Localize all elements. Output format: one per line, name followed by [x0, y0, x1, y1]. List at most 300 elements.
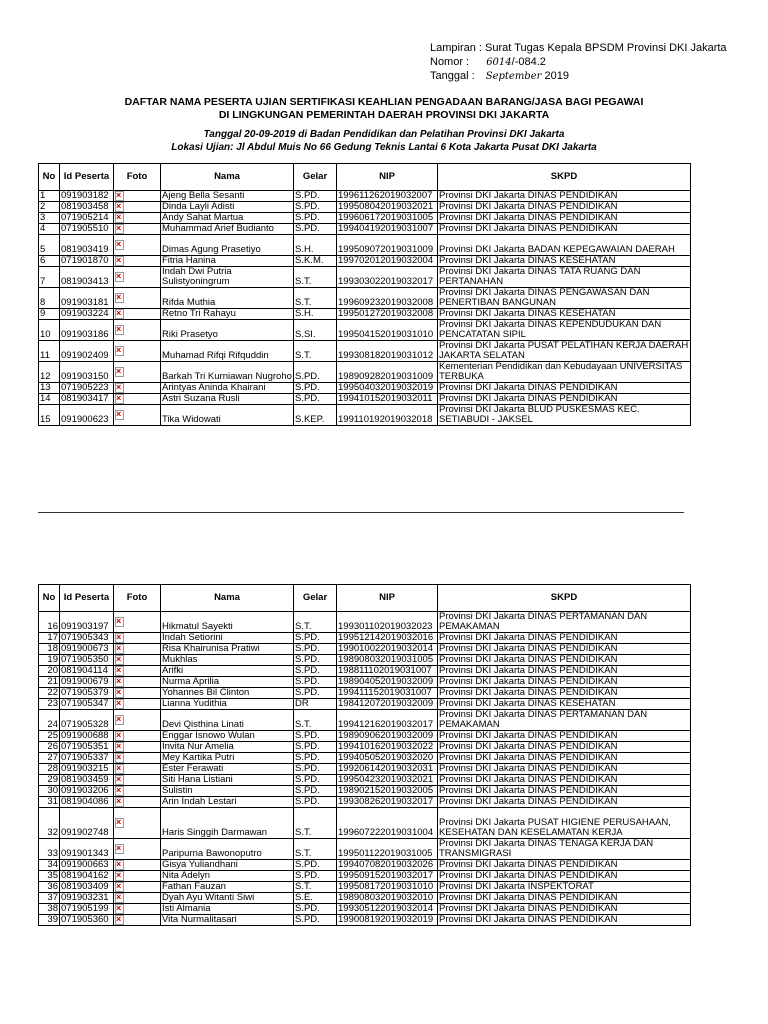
photo-cell	[114, 731, 161, 742]
broken-image-icon	[115, 893, 124, 903]
photo-cell	[114, 405, 161, 426]
broken-image-icon	[115, 786, 124, 796]
participant-skpd: Provinsi DKI Jakarta DINAS PENGAWASAN DAN PENERTIBAN BANGUNAN	[438, 288, 691, 309]
participant-skpd: Provinsi DKI Jakarta DINAS PENDIDIKAN	[438, 213, 691, 224]
participant-name: Paripurna Bawonoputro	[161, 839, 294, 860]
participant-skpd: Provinsi DKI Jakarta DINAS TENAGA KERJA DAN TRANSMIGRASI	[438, 839, 691, 860]
photo-cell	[114, 882, 161, 893]
row-number: 26	[39, 742, 60, 753]
participant-nip: 199508172019031010	[337, 882, 438, 893]
participant-nip: 199407082019032026	[337, 860, 438, 871]
participant-table-2	[38, 584, 691, 926]
participant-name: Arifki	[161, 666, 294, 677]
participant-name: Mey Kartika Putri	[161, 753, 294, 764]
participant-id: 071905328	[60, 710, 114, 731]
table-row	[39, 394, 691, 405]
broken-image-icon	[115, 666, 124, 676]
lampiran-line	[430, 41, 727, 55]
participant-nip: 199411152019031007	[337, 688, 438, 699]
photo-cell	[114, 202, 161, 213]
participant-degree: S.PD.	[294, 797, 337, 808]
row-number: 6	[39, 256, 60, 267]
participant-id: 091900663	[60, 860, 114, 871]
participant-nip: 199301102019032023	[337, 612, 438, 633]
participant-skpd: Provinsi DKI Jakarta DINAS PENDIDIKAN	[438, 644, 691, 655]
col-foto: Foto	[114, 164, 161, 191]
photo-cell	[114, 362, 161, 383]
participant-id: 091902748	[60, 808, 114, 839]
col-no: No	[39, 164, 60, 191]
participant-skpd: Provinsi DKI Jakarta DINAS PENDIDIKAN	[438, 893, 691, 904]
table-row	[39, 764, 691, 775]
table-row	[39, 688, 691, 699]
participant-name: Retno Tri Rahayu	[161, 309, 294, 320]
col-no: No	[39, 585, 60, 612]
broken-image-icon	[115, 915, 124, 925]
broken-image-icon	[115, 797, 124, 807]
participant-name: Muhamad Rifqi Rifquddin	[161, 341, 294, 362]
participant-skpd: Provinsi DKI Jakarta DINAS PENDIDIKAN	[438, 797, 691, 808]
table-row	[39, 797, 691, 808]
participant-nip: 198904052019032009	[337, 677, 438, 688]
photo-cell	[114, 235, 161, 256]
participant-id: 081904162	[60, 871, 114, 882]
participant-id: 091903231	[60, 893, 114, 904]
participant-name: Ester Ferawati	[161, 764, 294, 775]
participant-nip: 199303022019032017	[337, 267, 438, 288]
tanggal-value: 2019	[544, 70, 569, 82]
document-title-line1: DAFTAR NAMA PESERTA UJIAN SERTIFIKASI KEAHLIAN PENGADAAN BARANG/JASA BAGI PEGAWAI	[124, 96, 644, 108]
table-row	[39, 383, 691, 394]
participant-nip: 199702012019032004	[337, 256, 438, 267]
participant-nip: 199110192019032018	[337, 405, 438, 426]
participant-skpd: Kementerian Pendidikan dan Kebudayaan UNIVERSITAS TERBUKA	[438, 362, 691, 383]
participant-name: Barkah Tri Kurniawan Nugroho	[161, 362, 294, 383]
table-row	[39, 742, 691, 753]
participant-nip: 199606172019031005	[337, 213, 438, 224]
participant-skpd: Provinsi DKI Jakarta DINAS PENDIDIKAN	[438, 688, 691, 699]
exam-date-line: Tanggal 20-09-2019 di Badan Pendidikan dan Pelatihan Provinsi DKI Jakarta	[203, 129, 565, 140]
participant-degree: S.PD.	[294, 644, 337, 655]
participant-nip: 199508042019032021	[337, 202, 438, 213]
participant-nip: 199501122019031005	[337, 839, 438, 860]
col-nip: NIP	[337, 585, 438, 612]
participant-degree: S.PD.	[294, 677, 337, 688]
broken-image-icon	[115, 764, 124, 774]
participant-degree: S.H.	[294, 235, 337, 256]
participant-name: Dyah Ayu Witanti Siwi	[161, 893, 294, 904]
broken-image-icon	[115, 367, 124, 377]
table-row	[39, 893, 691, 904]
table-row	[39, 213, 691, 224]
broken-image-icon	[115, 346, 124, 356]
participant-degree: S.T.	[294, 341, 337, 362]
participant-degree: S.PD.	[294, 860, 337, 871]
participant-id: 091900688	[60, 731, 114, 742]
row-number: 23	[39, 699, 60, 710]
participant-nip: 199308262019032017	[337, 797, 438, 808]
participant-nip: 199504152019031010	[337, 320, 438, 341]
tanggal-line	[430, 69, 569, 84]
col-id: Id Peserta	[60, 585, 114, 612]
table-row	[39, 666, 691, 677]
participant-nip: 198412072019032009	[337, 699, 438, 710]
participant-nip: 199504232019032021	[337, 775, 438, 786]
broken-image-icon	[115, 410, 124, 420]
participant-skpd: Provinsi DKI Jakarta DINAS KESEHATAN	[438, 256, 691, 267]
table-row	[39, 699, 691, 710]
participant-skpd: Provinsi DKI Jakarta DINAS PENDIDIKAN	[438, 224, 691, 235]
participant-degree: S.T.	[294, 267, 337, 288]
participant-name: Isti Almania	[161, 904, 294, 915]
row-number: 8	[39, 288, 60, 309]
col-nama: Nama	[161, 585, 294, 612]
participant-skpd: Provinsi DKI Jakarta BLUD PUSKESMAS KEC. SETIABUDI - JAKSEL	[438, 405, 691, 426]
participant-name: Sulistin	[161, 786, 294, 797]
table-row	[39, 731, 691, 742]
row-number: 30	[39, 786, 60, 797]
nomor-label: Nomor :	[430, 56, 470, 68]
broken-image-icon	[115, 775, 124, 785]
row-number: 19	[39, 655, 60, 666]
participant-degree: S.PD.	[294, 666, 337, 677]
participant-skpd: Provinsi DKI Jakarta DINAS KESEHATAN	[438, 309, 691, 320]
broken-image-icon	[115, 731, 124, 741]
participant-degree: S.PD.	[294, 871, 337, 882]
broken-image-icon	[115, 742, 124, 752]
broken-image-icon	[115, 882, 124, 892]
participant-nip: 198902152019032005	[337, 786, 438, 797]
participant-nip: 199512142019032016	[337, 633, 438, 644]
participant-id: 091900679	[60, 677, 114, 688]
participant-skpd: Provinsi DKI Jakarta DINAS PENDIDIKAN	[438, 753, 691, 764]
broken-image-icon	[115, 202, 124, 212]
table-row	[39, 904, 691, 915]
participant-name: Tika Widowati	[161, 405, 294, 426]
participant-nip: 199509152019032017	[337, 871, 438, 882]
participant-name: Fathan Fauzan	[161, 882, 294, 893]
participant-skpd: Provinsi DKI Jakarta DINAS TATA RUANG DAN PERTANAHAN	[438, 267, 691, 288]
participant-name: Nita Adelyn	[161, 871, 294, 882]
participant-nip: 199405052019032020	[337, 753, 438, 764]
photo-cell	[114, 753, 161, 764]
row-number: 32	[39, 808, 60, 839]
participant-degree: S.E.	[294, 893, 337, 904]
photo-cell	[114, 893, 161, 904]
photo-cell	[114, 699, 161, 710]
row-number: 2	[39, 202, 60, 213]
table-row	[39, 860, 691, 871]
nomor-handwritten: 6014	[486, 57, 512, 68]
row-number: 24	[39, 710, 60, 731]
participant-degree: S.H.	[294, 309, 337, 320]
participant-skpd: Provinsi DKI Jakarta DINAS KESEHATAN	[438, 699, 691, 710]
participant-id: 091903186	[60, 320, 114, 341]
participant-skpd: Provinsi DKI Jakarta DINAS PENDIDIKAN	[438, 202, 691, 213]
photo-cell	[114, 786, 161, 797]
broken-image-icon	[115, 256, 124, 266]
participant-degree: S.T.	[294, 710, 337, 731]
participant-degree: S.PD.	[294, 191, 337, 202]
participant-skpd: Provinsi DKI Jakarta PUSAT PELATIHAN KERJA DAERAH JAKARTA SELATAN	[438, 341, 691, 362]
row-number: 28	[39, 764, 60, 775]
participant-id: 071901870	[60, 256, 114, 267]
col-nip: NIP	[337, 164, 438, 191]
nomor-value: /-084.2	[511, 56, 546, 68]
participant-degree: S.PD.	[294, 383, 337, 394]
table-row	[39, 320, 691, 341]
participant-degree: S.T.	[294, 808, 337, 839]
lampiran-label: Lampiran :	[430, 42, 482, 54]
table-row	[39, 655, 691, 666]
participant-nip: 199008192019032019	[337, 915, 438, 926]
participant-id: 081903417	[60, 394, 114, 405]
col-skpd: SKPD	[438, 585, 691, 612]
row-number: 27	[39, 753, 60, 764]
participant-id: 091903150	[60, 362, 114, 383]
row-number: 33	[39, 839, 60, 860]
photo-cell	[114, 213, 161, 224]
participant-degree: S.PD.	[294, 786, 337, 797]
participant-degree: S.PD.	[294, 753, 337, 764]
participant-nip: 199501272019032008	[337, 309, 438, 320]
participant-skpd: Provinsi DKI Jakarta DINAS PENDIDIKAN	[438, 786, 691, 797]
broken-image-icon	[115, 860, 124, 870]
nomor-line	[430, 55, 546, 70]
participant-skpd: Provinsi DKI Jakarta DINAS PENDIDIKAN	[438, 775, 691, 786]
participant-id: 071905360	[60, 915, 114, 926]
participant-nip: 198908032019032010	[337, 893, 438, 904]
table-header-row	[39, 585, 691, 612]
photo-cell	[114, 797, 161, 808]
participant-skpd: Provinsi DKI Jakarta DINAS PENDIDIKAN	[438, 742, 691, 753]
table-row	[39, 362, 691, 383]
participant-table-1	[38, 163, 691, 426]
participant-skpd: Provinsi DKI Jakarta DINAS PENDIDIKAN	[438, 677, 691, 688]
photo-cell	[114, 808, 161, 839]
participant-degree: S.PD.	[294, 904, 337, 915]
photo-cell	[114, 191, 161, 202]
participant-id: 091903182	[60, 191, 114, 202]
photo-cell	[114, 915, 161, 926]
broken-image-icon	[115, 272, 124, 282]
participant-id: 081903413	[60, 267, 114, 288]
participant-name: Siti Hana Listiani	[161, 775, 294, 786]
participant-skpd: Provinsi DKI Jakarta DINAS PENDIDIKAN	[438, 904, 691, 915]
photo-cell	[114, 677, 161, 688]
photo-cell	[114, 871, 161, 882]
broken-image-icon	[115, 394, 124, 404]
photo-cell	[114, 742, 161, 753]
photo-cell	[114, 612, 161, 633]
participant-nip: 199410152019032011	[337, 394, 438, 405]
participant-degree: S.KEP.	[294, 405, 337, 426]
participant-degree: S.PD.	[294, 775, 337, 786]
participant-id: 081904086	[60, 797, 114, 808]
participant-id: 071905350	[60, 655, 114, 666]
participant-nip: 199206142019032031	[337, 764, 438, 775]
broken-image-icon	[115, 904, 124, 914]
participant-id: 071905223	[60, 383, 114, 394]
table-header-row	[39, 164, 691, 191]
participant-id: 071905337	[60, 753, 114, 764]
photo-cell	[114, 256, 161, 267]
participant-skpd: Provinsi DKI Jakarta DINAS PENDIDIKAN	[438, 655, 691, 666]
participant-id: 091903197	[60, 612, 114, 633]
participant-nip: 199509072019031009	[337, 235, 438, 256]
participant-nip: 198908032019031005	[337, 655, 438, 666]
row-number: 11	[39, 341, 60, 362]
photo-cell	[114, 764, 161, 775]
participant-name: Rifda Muthia	[161, 288, 294, 309]
photo-cell	[114, 341, 161, 362]
photo-cell	[114, 309, 161, 320]
row-number: 38	[39, 904, 60, 915]
col-gelar: Gelar	[294, 164, 337, 191]
participant-degree: S.T.	[294, 882, 337, 893]
broken-image-icon	[115, 191, 124, 201]
photo-cell	[114, 688, 161, 699]
participant-degree: S.T.	[294, 839, 337, 860]
tanggal-handwritten: September	[485, 71, 542, 82]
participant-skpd: Provinsi DKI Jakarta DINAS KEPENDUDUKAN DAN PENCATATAN SIPIL	[438, 320, 691, 341]
broken-image-icon	[115, 617, 124, 627]
photo-cell	[114, 710, 161, 731]
participant-degree: S.PD.	[294, 731, 337, 742]
row-number: 18	[39, 644, 60, 655]
participant-id: 091903224	[60, 309, 114, 320]
row-number: 37	[39, 893, 60, 904]
col-skpd: SKPD	[438, 164, 691, 191]
participant-name: Arin Indah Lestari	[161, 797, 294, 808]
document-title-line2: DI LINGKUNGAN PEMERINTAH DAERAH PROVINSI DKI JAKARTA	[218, 109, 550, 121]
participant-skpd: Provinsi DKI Jakarta INSPEKTORAT	[438, 882, 691, 893]
participant-nip: 199412162019032017	[337, 710, 438, 731]
table-row	[39, 644, 691, 655]
participant-degree: S.PD.	[294, 688, 337, 699]
participant-name: Haris Singgih Darmawan	[161, 808, 294, 839]
participant-name: Ajeng Bella Sesanti	[161, 191, 294, 202]
table-row	[39, 786, 691, 797]
table-row	[39, 753, 691, 764]
table-row	[39, 612, 691, 633]
photo-cell	[114, 644, 161, 655]
table-row	[39, 202, 691, 213]
table-row	[39, 235, 691, 256]
table-row	[39, 710, 691, 731]
page-separator	[38, 512, 684, 513]
participant-skpd: Provinsi DKI Jakarta DINAS PENDIDIKAN	[438, 871, 691, 882]
photo-cell	[114, 666, 161, 677]
col-id: Id Peserta	[60, 164, 114, 191]
participant-id: 091900673	[60, 644, 114, 655]
participant-name: Dinda Layli Adisti	[161, 202, 294, 213]
participant-name: Riki Prasetyo	[161, 320, 294, 341]
broken-image-icon	[115, 699, 124, 709]
participant-id: 091903206	[60, 786, 114, 797]
photo-cell	[114, 383, 161, 394]
participant-nip: 198811102019031007	[337, 666, 438, 677]
participant-nip: 199607222019031004	[337, 808, 438, 839]
broken-image-icon	[115, 844, 124, 854]
row-number: 25	[39, 731, 60, 742]
participant-degree: DR	[294, 699, 337, 710]
participant-skpd: Provinsi DKI Jakarta DINAS PENDIDIKAN	[438, 860, 691, 871]
photo-cell	[114, 633, 161, 644]
col-gelar: Gelar	[294, 585, 337, 612]
lampiran-value: Surat Tugas Kepala BPSDM Provinsi DKI Jakarta	[485, 42, 727, 54]
participant-name: Devi Qisthina Linati	[161, 710, 294, 731]
table-row	[39, 808, 691, 839]
row-number: 36	[39, 882, 60, 893]
table-row	[39, 839, 691, 860]
table-row	[39, 775, 691, 786]
participant-nip: 199305122019032014	[337, 904, 438, 915]
participant-degree: S.PD.	[294, 362, 337, 383]
participant-degree: S.PD.	[294, 224, 337, 235]
participant-id: 081903419	[60, 235, 114, 256]
participant-id: 091903215	[60, 764, 114, 775]
broken-image-icon	[115, 818, 124, 828]
participant-name: Fitria Hanina	[161, 256, 294, 267]
row-number: 10	[39, 320, 60, 341]
broken-image-icon	[115, 644, 124, 654]
broken-image-icon	[115, 383, 124, 393]
participant-skpd: Provinsi DKI Jakarta PUSAT HIGIENE PERUSAHAAN, KESEHATAN DAN KESELAMATAN KERJA	[438, 808, 691, 839]
participant-name: Risa Khairunisa Pratiwi	[161, 644, 294, 655]
broken-image-icon	[115, 213, 124, 223]
participant-skpd: Provinsi DKI Jakarta DINAS PENDIDIKAN	[438, 383, 691, 394]
photo-cell	[114, 904, 161, 915]
row-number: 29	[39, 775, 60, 786]
participant-degree: S.PD.	[294, 633, 337, 644]
participant-name: Lianna Yudithia	[161, 699, 294, 710]
participant-nip: 199010022019032014	[337, 644, 438, 655]
table-row	[39, 256, 691, 267]
participant-nip: 199609232019032008	[337, 288, 438, 309]
photo-cell	[114, 288, 161, 309]
participant-id: 071905343	[60, 633, 114, 644]
participant-degree: S.T.	[294, 288, 337, 309]
participant-nip: 198909062019032009	[337, 731, 438, 742]
participant-id: 091901343	[60, 839, 114, 860]
participant-skpd: Provinsi DKI Jakarta DINAS PERTAMANAN DAN PEMAKAMAN	[438, 612, 691, 633]
row-number: 12	[39, 362, 60, 383]
participant-name: Muhammad Arief Budianto	[161, 224, 294, 235]
participant-degree: S.T.	[294, 612, 337, 633]
row-number: 17	[39, 633, 60, 644]
row-number: 21	[39, 677, 60, 688]
participant-nip: 199504032019032019	[337, 383, 438, 394]
table-row	[39, 882, 691, 893]
row-number: 35	[39, 871, 60, 882]
row-number: 5	[39, 235, 60, 256]
participant-name: Dimas Agung Prasetiyo	[161, 235, 294, 256]
participant-id: 091900623	[60, 405, 114, 426]
participant-nip: 199410162019032022	[337, 742, 438, 753]
broken-image-icon	[115, 677, 124, 687]
broken-image-icon	[115, 871, 124, 881]
participant-name: Astri Suzana Rusli	[161, 394, 294, 405]
participant-degree: S.PD.	[294, 655, 337, 666]
participant-skpd: Provinsi DKI Jakarta DINAS PENDIDIKAN	[438, 764, 691, 775]
participant-name: Vita Nurmalitasari	[161, 915, 294, 926]
tanggal-label: Tanggal :	[430, 70, 475, 82]
participant-id: 071905351	[60, 742, 114, 753]
participant-id: 081904114	[60, 666, 114, 677]
photo-cell	[114, 775, 161, 786]
exam-location-line: Lokasi Ujian: Jl Abdul Muis No 66 Gedung Teknis Lantai 6 Kota Jakarta Pusat DKI Jakarta	[171, 142, 597, 153]
